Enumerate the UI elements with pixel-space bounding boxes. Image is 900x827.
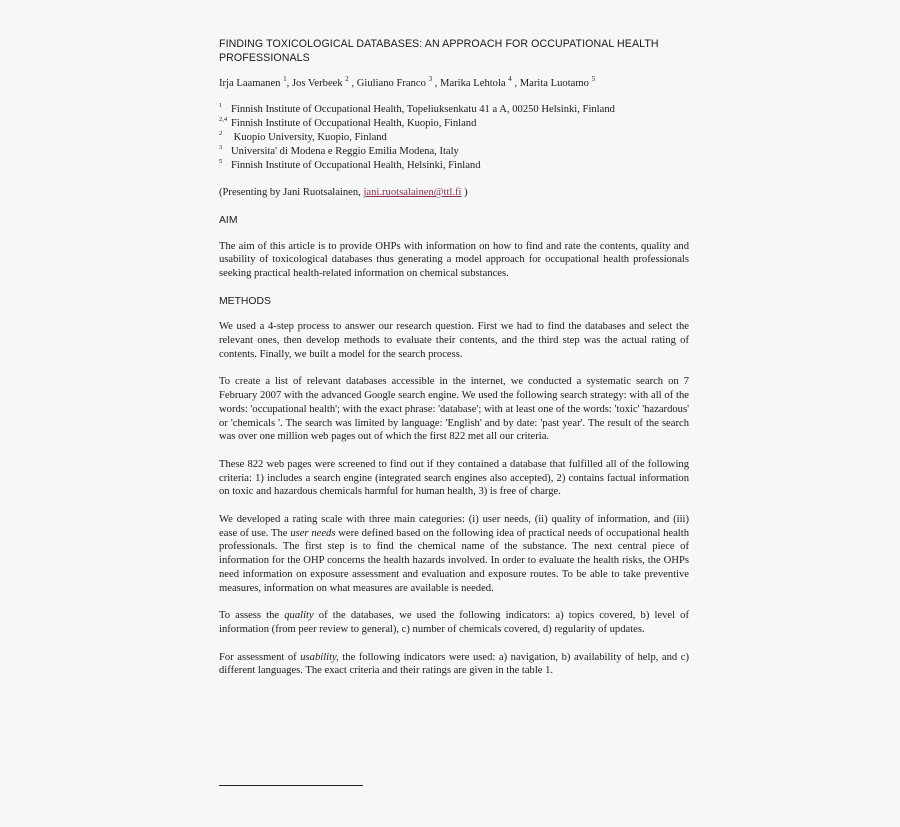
affiliation: $^1$ Finnish Institute of Occupational Health, Topeliuksenkatu 41 a A, 00250 Helsinki, Finland [219,102,615,116]
author: Irja Laamanen $^1$, [219,75,290,90]
methods-paragraph: For assessment of usability, the following indicators were used: a) navigation, b) availability of help, and c) different languages. The exact criteria and their ratings are given in the table 1. [219,651,689,677]
author: Marika Lehtola $^4$ , [440,75,518,90]
methods-paragraph: To create a list of relevant databases accessible in the internet, we conducted a systematic search on 7 February 2007 with the advanced Google search engine. We used the following search strategy: with all of the words: 'occupational health'; with the exact phrase: 'database'; with at least one of the words: 'toxic' 'hazardous' or 'chemicals '. The search was limited by language: 'English' and by date: 'past year'. The result of the search was over one million web pages out of which the first 822 met all our criteria. [219,376,689,443]
author: Giuliano Franco $^3$ , [356,75,438,90]
methods-paragraph: To assess the quality of the databases, we used the following indicators: a) topics covered, b) level of information (from peer review to general), c) number of chemicals covered, d) regularity of updates. [219,610,690,635]
footnote-separator [219,785,363,786]
section-heading-methods: METHODS [219,295,271,307]
affiliation-list [219,103,689,173]
affiliation: $^3$ Universita' di Modena e Reggio Emilia Modena, Italy [219,144,459,158]
presenter-note: (Presenting by Jani Ruotsalainen, jani.ruotsalainen@ttl.fi ) [219,187,468,199]
section-heading-aim: AIM [219,214,238,226]
paper-title: FINDING TOXICOLOGICAL DATABASES: AN APPROACH FOR OCCUPATIONAL HEALTH PROFESSIONALS [219,38,659,64]
author: Jos Verbeek $^2$ , [291,75,355,90]
aim-paragraph: The aim of this article is to provide OHPs with information on how to find and rate the contents, quality and usability of toxicological databases thus generating a model approach for occupational health professionals seeking practical health-related information on chemical substances. [219,240,689,279]
affiliation: $^{2,4}$ Finnish Institute of Occupational Health, Kuopio, Finland [219,116,477,130]
author: Marita Luotamo $^5$ [519,75,596,90]
document-page [219,38,689,678]
affiliation: $^5$ Finnish Institute of Occupational Health, Helsinki, Finland [219,158,481,172]
presenter-email-link[interactable]: jani.ruotsalainen@ttl.fi [363,187,462,199]
methods-paragraph: These 822 web pages were screened to find out if they contained a database that fulfilled all of the following criteria: 1) includes a search engine (integrated search engines also accepted), 2) contains factual information on toxic and hazardous chemicals harmful for human health, 3) is free of charge. [219,458,689,498]
methods-paragraph: We developed a rating scale with three main categories: (i) user needs, (ii) quality of information, and (iii) ease of use. The user needs were defined based on the following idea of practical needs of occupational health professionals. The first step is to find the chemical name of the substance. The next central piece of information for the OHP concerns the health hazards involved. In order to evaluate the health risks, the OHPs need information on exposure assessment and evaluation and exposure routes. To be able to take preventive measures, information on what measures are available is needed. [219,514,689,594]
affiliation: $^2$ Kuopio University, Kuopio, Finland [219,130,387,144]
author-list [219,77,689,91]
methods-paragraph: We used a 4-step process to answer our research question. First we had to find the databases and select the relevant ones, then develop methods to evaluate their contents, and the third step was the actual rating of contents. Finally, we built a model for the search process. [219,321,689,360]
